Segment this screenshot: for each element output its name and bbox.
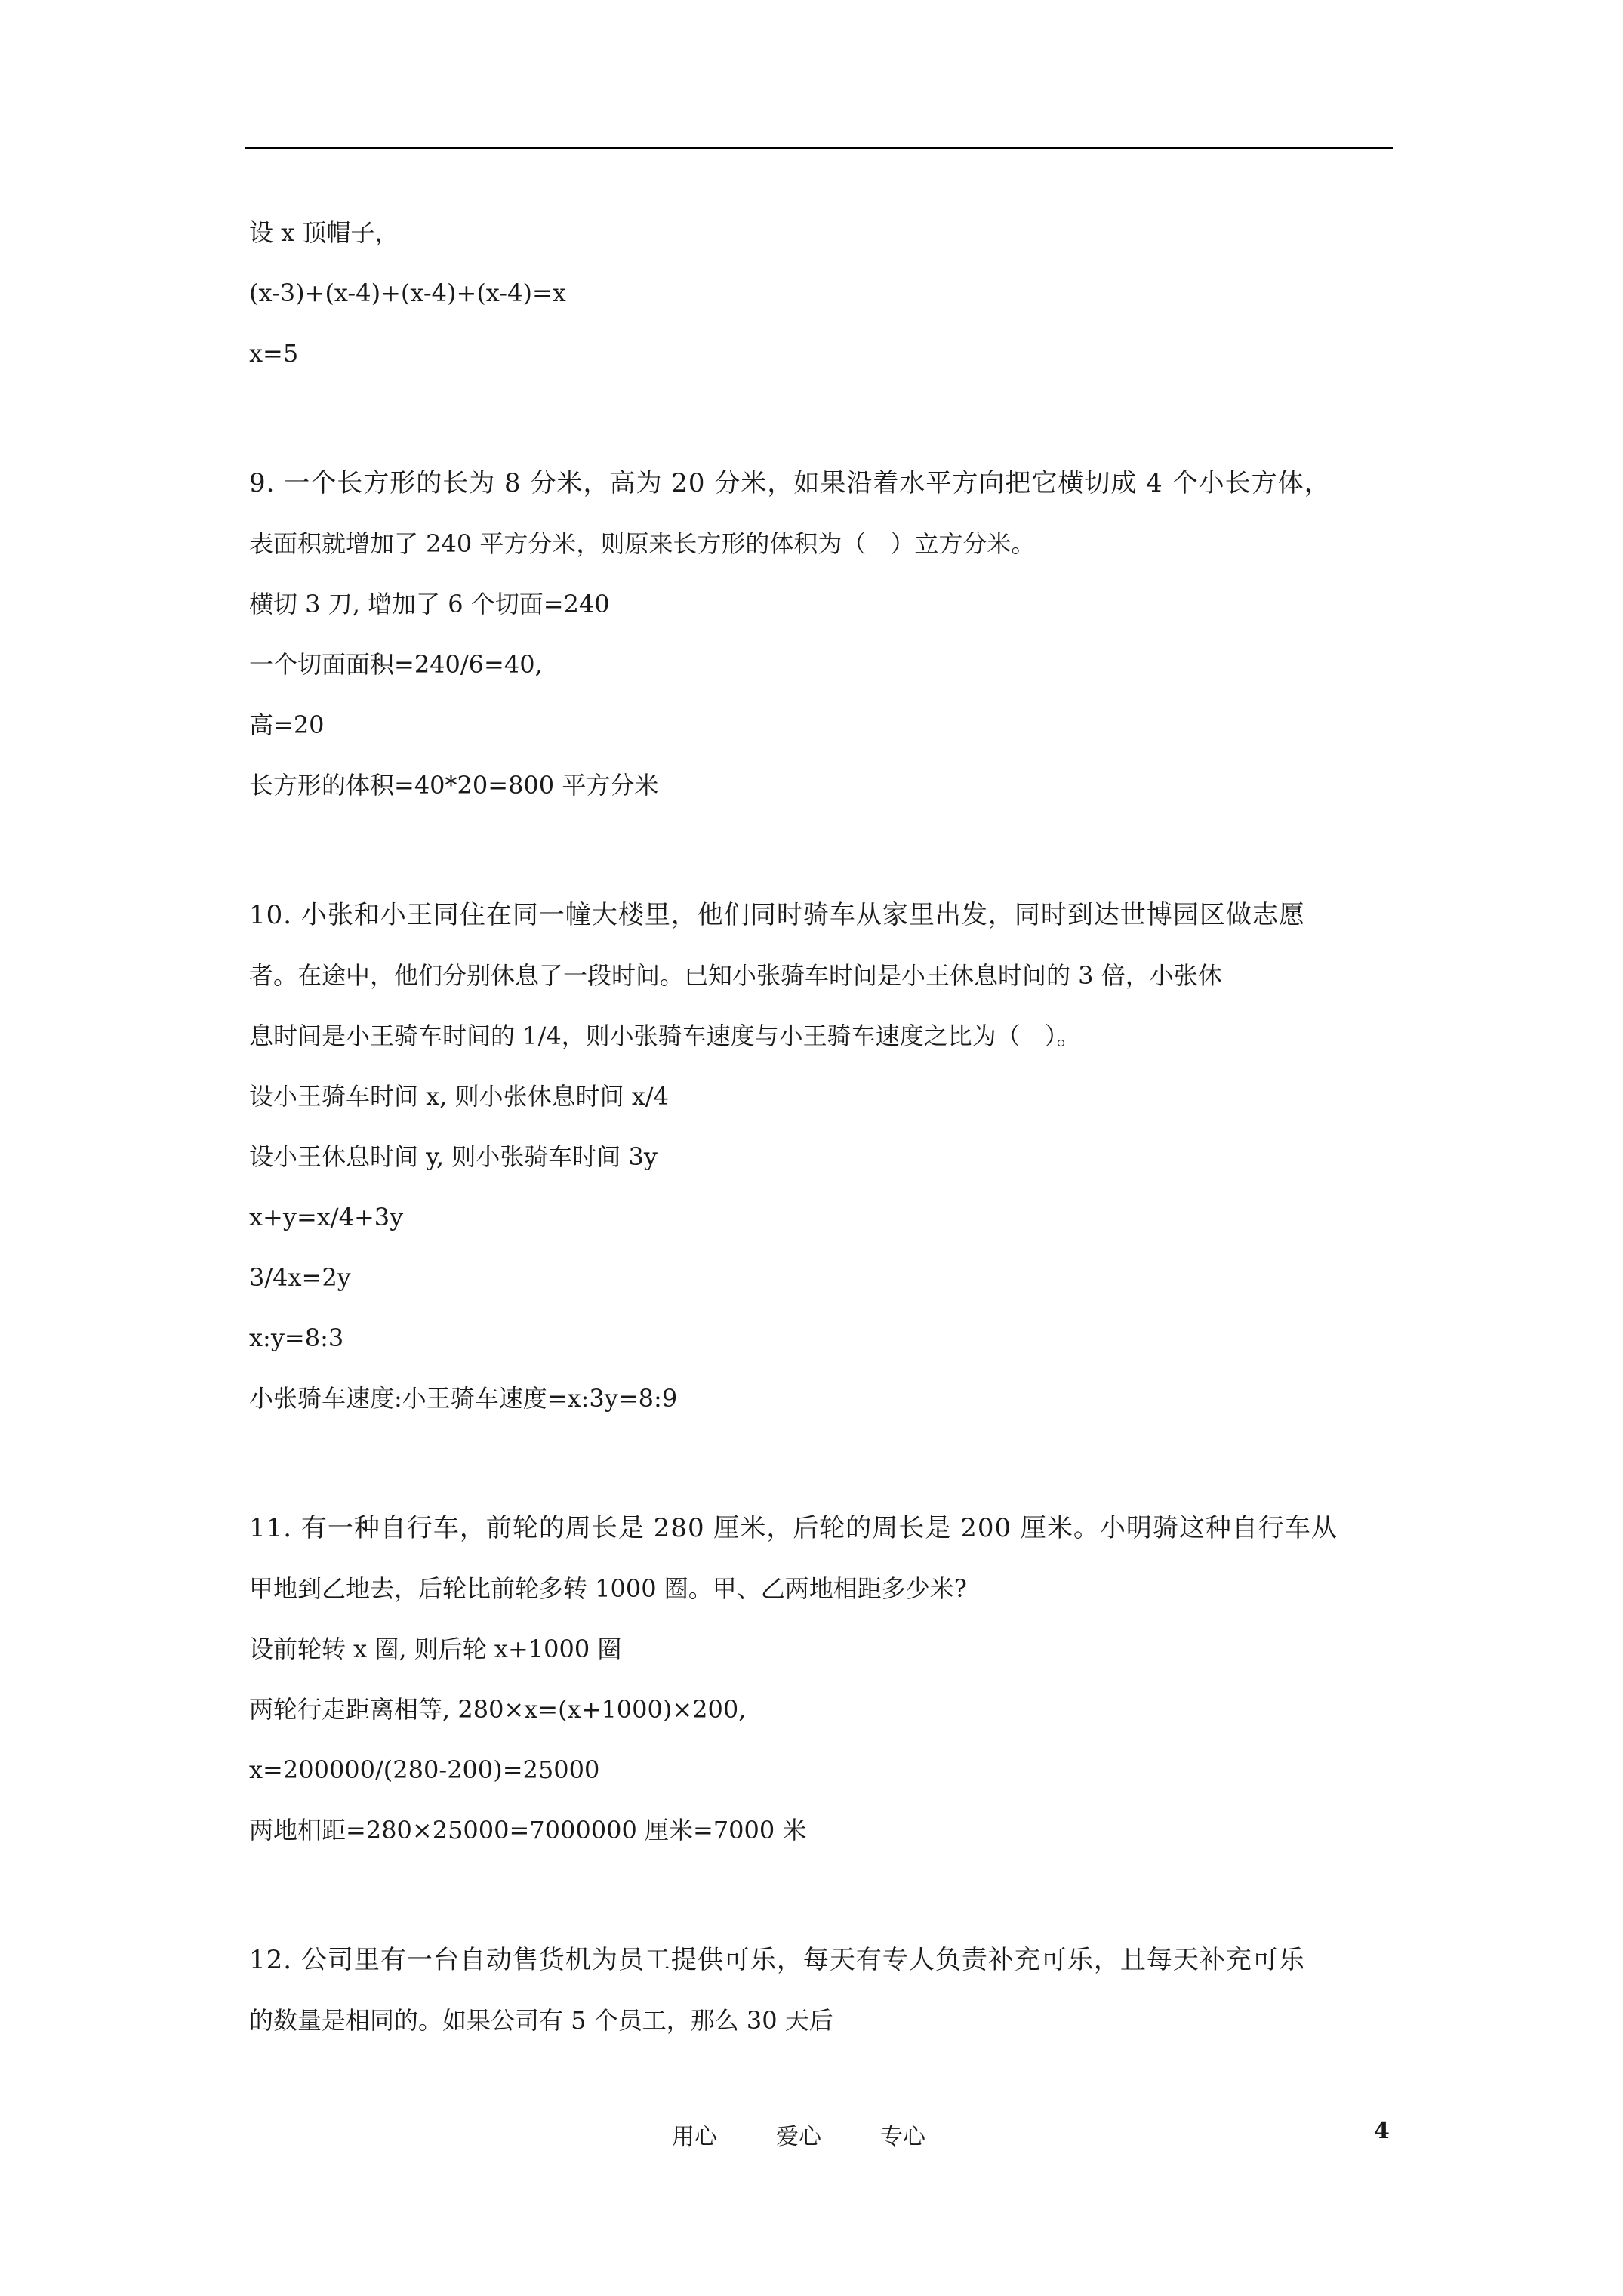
header-rule: [245, 147, 1393, 149]
text-line: 息时间是小王骑车时间的 1/4，则小张骑车速度与小王骑车速度之比为（ ）。: [249, 1022, 1081, 1050]
paragraph-gap: [249, 1428, 1397, 1498]
footer-motto: [672, 2118, 925, 2151]
text-line: 长方形的体积=40*20=800 平方分米: [249, 771, 659, 800]
text-line: 横切 3 刀, 增加了 6 个切面=240: [249, 590, 610, 618]
text-line: 设前轮转 x 圈, 则后轮 x+1000 圈: [249, 1635, 622, 1663]
text-line: 设 x 顶帽子，: [249, 218, 399, 247]
text-block: [249, 885, 1397, 1428]
text-block: [249, 1930, 1397, 2051]
paragraph-gap: [249, 1860, 1397, 1930]
question-line: 9. 一个长方形的长为 8 分米，高为 20 分米，如果沿着水平方向把它横切成 4 个小长方体，: [249, 468, 1331, 498]
question-line: 12. 公司里有一台自动售货机为员工提供可乐，每天有专人负责补充可乐，且每天补充可乐: [249, 1945, 1305, 1975]
text-line: 甲地到乙地去，后轮比前轮多转 1000 圈。甲、乙两地相距多少米?: [249, 1574, 967, 1603]
text-line: 一个切面面积=240/6=40,: [249, 650, 543, 679]
text-line: 设小王休息时间 y, 则小张骑车时间 3y: [249, 1142, 658, 1171]
text-block: [249, 453, 1397, 815]
footer-item-3: 专心: [880, 2124, 925, 2150]
question-line: 10. 小张和小王同住在同一幢大楼里，他们同时骑车从家里出发，同时到达世博园区做志愿: [249, 900, 1305, 930]
text-line: 表面积就增加了 240 平方分米，则原来长方形的体积为（ ）立方分米。: [249, 529, 1036, 558]
text-line: 小张骑车速度:小王骑车速度=x:3y=8:9: [249, 1384, 678, 1413]
text-line: x:y=8:3: [249, 1324, 344, 1352]
paragraph-gap: [249, 815, 1397, 885]
footer-item-2: 爱心: [776, 2124, 821, 2150]
text-block: [249, 202, 1397, 384]
text-line: x=200000/(280-200)=25000: [249, 1755, 600, 1784]
text-line: x=5: [249, 339, 299, 368]
text-line: 两地相距=280×25000=7000000 厘米=7000 米: [249, 1816, 807, 1845]
text-line: 两轮行走距离相等, 280×x=(x+1000)×200,: [249, 1695, 747, 1724]
text-line: 高=20: [249, 710, 325, 739]
page-number: 4: [1374, 2118, 1390, 2144]
question-line: 11. 有一种自行车，前轮的周长是 280 厘米，后轮的周长是 200 厘米。小明骑这种自行车从: [249, 1513, 1338, 1543]
text-line: 设小王骑车时间 x, 则小张休息时间 x/4: [249, 1082, 669, 1111]
text-line: 3/4x=2y: [249, 1263, 351, 1292]
text-line: (x-3)+(x-4)+(x-4)+(x-4)=x: [249, 279, 566, 307]
text-block: [249, 1498, 1397, 1860]
paragraph-gap: [249, 384, 1397, 453]
text-line: x+y=x/4+3y: [249, 1203, 404, 1231]
document-body: [249, 202, 1397, 2051]
footer-item-1: 用心: [672, 2124, 717, 2150]
text-line: 的数量是相同的。如果公司有 5 个员工，那么 30 天后: [249, 2006, 833, 2035]
text-line: 者。在途中，他们分别休息了一段时间。已知小张骑车时间是小王休息时间的 3 倍，小张休: [249, 961, 1222, 990]
